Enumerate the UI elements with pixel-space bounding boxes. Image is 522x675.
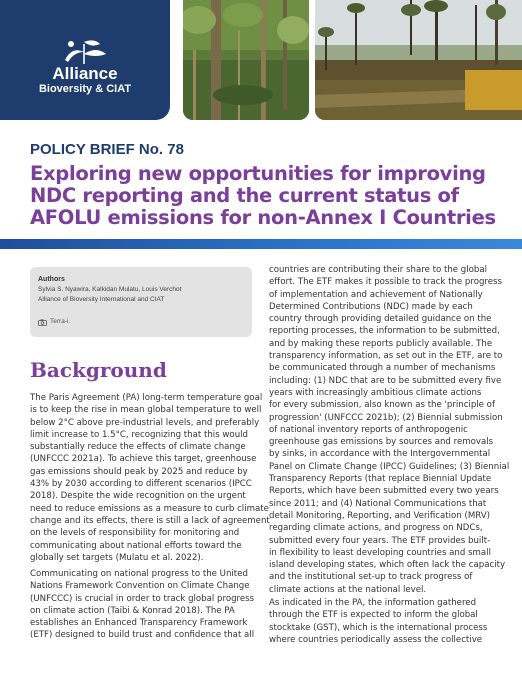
- text-line: of national inventory reports of anthropogenic: [269, 424, 468, 435]
- text-line: is to keep the rise in mean global temperature to well: [30, 405, 262, 416]
- text-line: communicating about national efforts toward the: [30, 540, 242, 551]
- text-line: (UNFCCC 2021a). To achieve this target, greenhouse: [30, 454, 257, 465]
- text-line: on the levels of responsibility for monitoring and: [30, 528, 240, 539]
- text-line: countries are contributing their share to the global: [269, 265, 488, 275]
- text-line: of implementation and achievement of Nationally: [269, 289, 483, 300]
- text-line: and by making these reports publicly available. The: [269, 338, 493, 349]
- body-left-paragraph-2: [30, 568, 260, 642]
- text-line: by sinks, in accordance with the Intergovernmental: [269, 449, 491, 460]
- page-title: Exploring new opportunities for improving NDC reporting and the current status of AFOLU emissions for non-Annex I Countries: [30, 162, 496, 229]
- body-right-paragraph-2: [269, 597, 504, 646]
- authors-affiliation: Alliance of Bioversity International and CIAT: [38, 296, 165, 303]
- authors-heading: Authors: [38, 276, 65, 283]
- alliance-logo[interactable]: [0, 0, 170, 120]
- text-line: Communicating on national progress to the United: [30, 569, 248, 579]
- text-line: since 2011; and (4) National Communications that: [269, 498, 487, 509]
- text-line: be communicated through a number of mechanisms: [269, 363, 496, 374]
- text-line: establishes an Enhanced Transparency Framework: [30, 618, 248, 629]
- text-line: progression' (UNFCCC 2021b); (2) Biennial submission: [269, 412, 503, 423]
- text-line: limit increase to 1.5°C, recognizing that this would: [30, 429, 248, 440]
- text-line: As indicated in the PA, the information gathered: [269, 598, 477, 608]
- header: [0, 0, 522, 122]
- text-line: through the ETF is expected to inform the global: [269, 610, 478, 621]
- text-line: and the institutional set-up to track progress of: [269, 572, 473, 583]
- photo-credit: Terra-i.: [50, 318, 71, 325]
- text-line: reporting processes, the information to be submitted,: [269, 326, 500, 337]
- text-line: stocktake (GST), which is the international process: [269, 622, 488, 633]
- text-line: Determined Contributions (NDC) made by each: [269, 301, 473, 312]
- policy-brief-number: POLICY BRIEF No. 78: [30, 141, 184, 158]
- body-left-paragraph-1: [30, 392, 270, 564]
- text-line: gas emissions should peak by 2025 and reduce by: [30, 466, 248, 477]
- text-line: in flexibility to least developing countries and small: [269, 547, 491, 558]
- text-line: Nations Framework Convention on Climate Change: [30, 581, 250, 592]
- text-line: country through providing detailed guidance on the: [269, 314, 492, 325]
- text-line: The Paris Agreement (PA) long-term temperature goal: [30, 393, 263, 403]
- text-line: (UNFCCC) is crucial in order to track global progress: [30, 593, 255, 604]
- forest-photo: [183, 0, 309, 120]
- body-right-paragraph-1: [269, 264, 510, 596]
- logo-text-bioversity-ciat: Bioversity & CIAT: [38, 83, 132, 95]
- text-line: Panel on Climate Change (IPCC) Guidelines; (3) Biennial: [269, 461, 510, 472]
- deforestation-photo: [315, 0, 522, 120]
- text-line: where countries periodically assess the collective: [269, 634, 483, 645]
- text-line: Transparency Reports (that replace Biennial Update: [269, 474, 492, 485]
- camera-icon: [38, 319, 47, 326]
- text-line: climate actions at the national level.: [269, 584, 427, 595]
- text-line: on climate action (Taibi & Konrad 2018). The PA: [30, 605, 235, 616]
- text-line: below 2°C above pre-industrial levels, and preferably: [30, 417, 260, 428]
- text-line: for every submission, also known as the 'principle of: [269, 400, 495, 411]
- text-line: island developing states, which often lack the capacity: [269, 560, 506, 571]
- text-line: Reports, which have been submitted every two years: [269, 486, 499, 497]
- text-line: regarding climate actions, and progress on NDCs,: [269, 523, 483, 534]
- text-line: need to reduce emissions as a measure to curb climate: [30, 503, 269, 514]
- authors-names: Sylvia S. Nyawira, Kalkidan Mulatu, Louis Verchot: [38, 286, 182, 293]
- authors-box: [30, 267, 252, 337]
- text-line: transparency information, as set out in the ETF, are to: [269, 351, 503, 362]
- text-line: 43% by 2030 according to different scenarios (IPCC: [30, 479, 252, 490]
- text-line: effort. The ETF makes it possible to track the progress: [269, 277, 503, 288]
- section-heading-background: Background: [30, 358, 167, 382]
- text-line: substantially reduce the effects of climate change: [30, 442, 246, 453]
- text-line: 2018). Despite the wide recognition on the urgent: [30, 491, 246, 502]
- text-line: change and its effects, there is still a lack of agreement: [30, 515, 270, 526]
- text-line: years with increasingly ambitious climate actions: [269, 387, 482, 398]
- text-line: globally set targets (Mulatu et al. 2022).: [30, 552, 204, 563]
- header-divider-bar: [0, 239, 522, 249]
- text-line: (ETF) designed to build trust and confidence that all: [30, 630, 255, 641]
- text-line: submitted every four years. The ETF provides built-: [269, 535, 491, 546]
- text-line: detail Monitoring, Reporting, and Verification (MRV): [269, 510, 490, 521]
- text-line: greenhouse gas emissions by sources and removals: [269, 437, 494, 448]
- text-line: including: (1) NDC that are to be submitted every five: [269, 375, 502, 386]
- logo-text-alliance: Alliance: [52, 64, 118, 83]
